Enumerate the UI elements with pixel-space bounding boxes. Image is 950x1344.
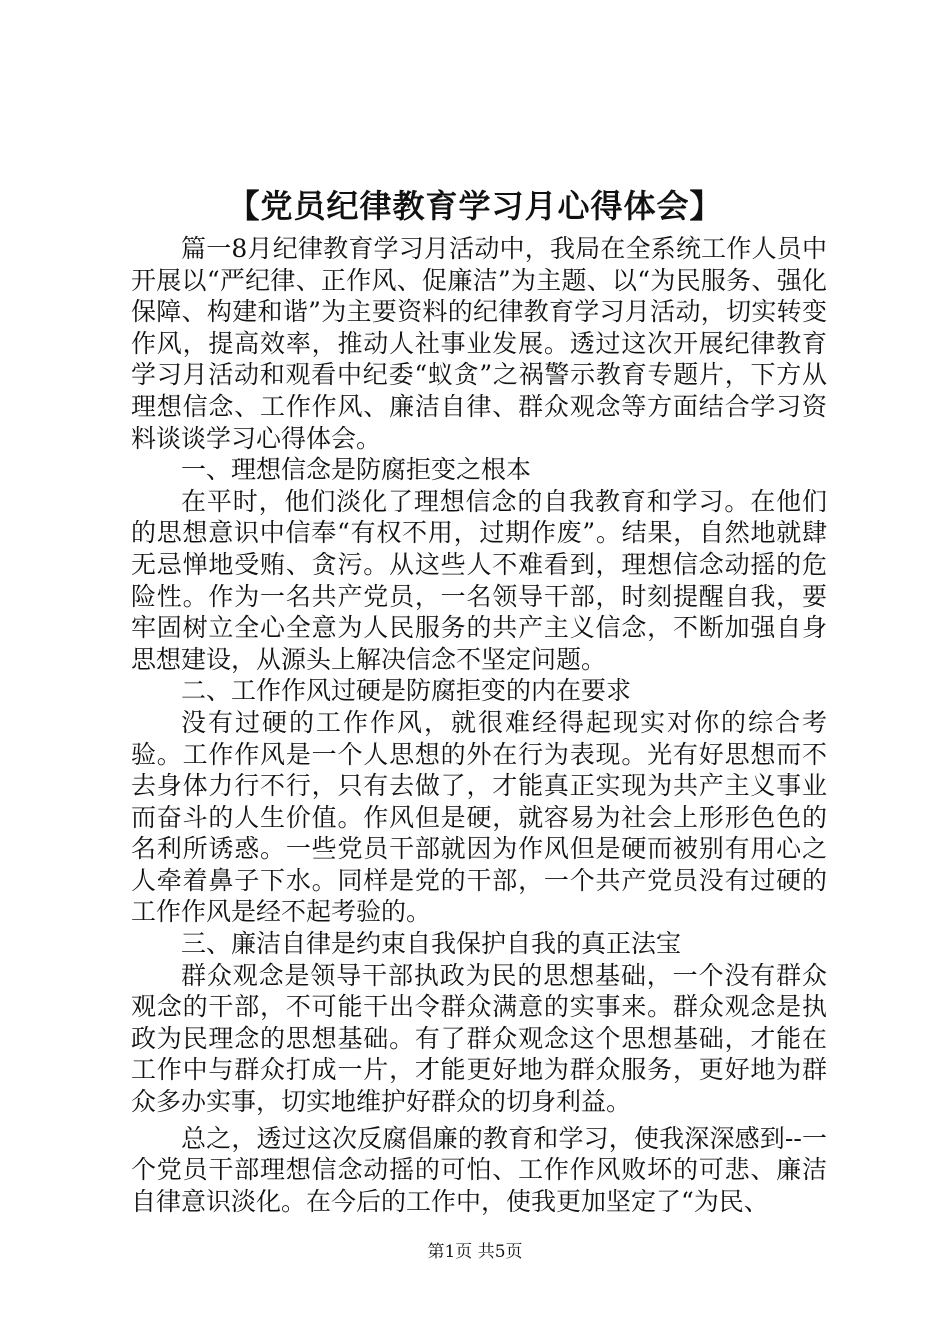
page-footer: 第1页 共5页 xyxy=(427,1242,523,1262)
document-body xyxy=(131,233,827,1217)
section-heading-3: 三、廉洁自律是约束自我保护自我的真正法宝 xyxy=(181,929,682,959)
paragraph-work-style: 没有过硬的工作作风，就很难经得起现实对你的综合考验。工作作风是一个人思想的外在行为表现。光有好思想而不去身体力行不行，只有去做了，才能真正实现为共产主义事业而奋斗的人生价值。作风但是硬，就容易为社会上形形色色的名利所诱惑。一些党员干部就因为作风但是硬而被别有用心之人牵着鼻子下水。同样是党的干部，一个共产党员没有过硬的工作作风是经不起考验的。 xyxy=(131,707,827,927)
paragraph-integrity: 群众观念是领导干部执政为民的思想基础，一个没有群众观念的干部，不可能干出令群众满意的实事来。群众观念是执政为民理念的思想基础。有了群众观念这个思想基础，才能在工作中与群众打成一片，才能更好地为群众服务，更好地为群众多办实事，切实地维护好群众的切身利益。 xyxy=(131,960,827,1117)
paragraph-intro: 篇一8月纪律教育学习月活动中，我局在全系统工作人员中开展以“严纪律、正作风、促廉洁”为主题、以“为民服务、强化保障、构建和谐”为主要资料的纪律教育学习月活动，切实转变作风，提高效率，推动人社事业发展。透过这次开展纪律教育学习月活动和观看中纪委“蚁贪”之祸警示教育专题片，下方从理想信念、工作作风、廉洁自律、群众观念等方面结合学习资料谈谈学习心得体会。 xyxy=(131,234,827,453)
section-heading-1: 一、理想信念是防腐拒变之根本 xyxy=(181,455,532,485)
document-title: 【党员纪律教育学习月心得体会】 xyxy=(227,187,723,225)
section-heading-2: 二、工作作风过硬是防腐拒变的内在要求 xyxy=(181,676,632,706)
paragraph-conclusion: 总之，透过这次反腐倡廉的教育和学习，使我深深感到--一个党员干部理想信念动摇的可怕、工作作风败坏的可悲、廉洁自律意识淡化。在今后的工作中，使我更加坚定了“为民、 xyxy=(131,1123,827,1216)
paragraph-ideals: 在平时，他们淡化了理想信念的自我教育和学习。在他们的思想意识中信奉“有权不用，过期作废”。结果，自然地就肆无忌惮地受贿、贪污。从这些人不难看到，理想信念动摇的危险性。作为一名共产党员，一名领导干部，时刻提醒自我，要牢固树立全心全意为人民服务的共产主义信念，不断加强自身思想建设，从源头上解决信念不坚定问题。 xyxy=(131,486,827,674)
